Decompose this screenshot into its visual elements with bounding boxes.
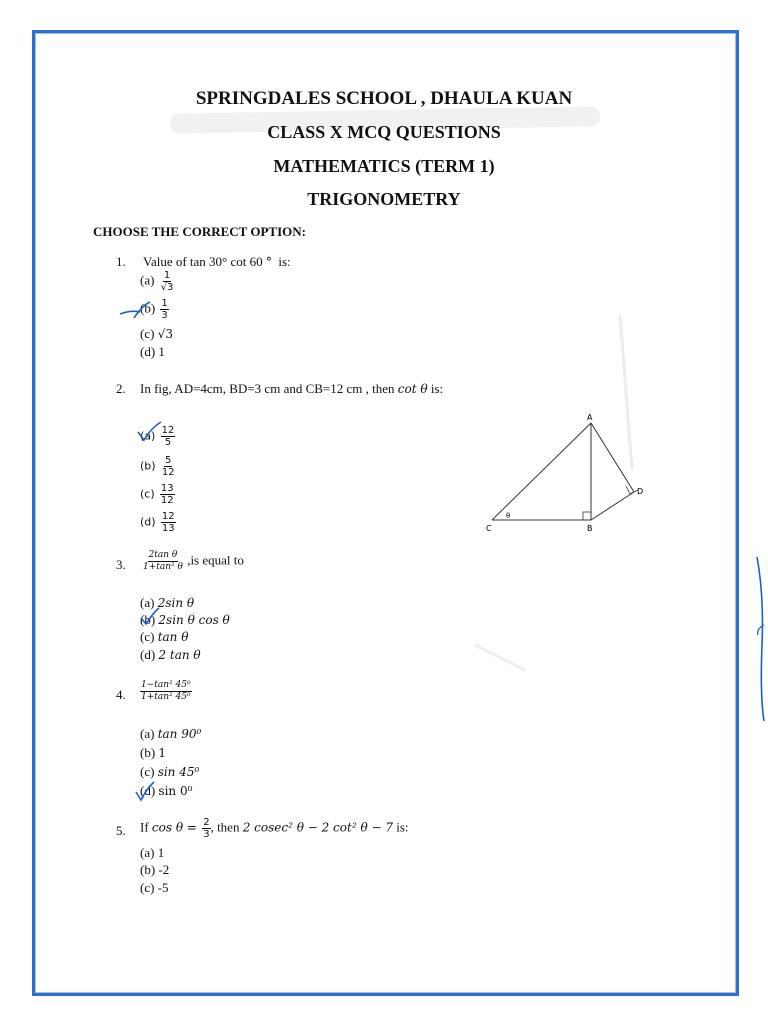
option-label: (a): [140, 726, 155, 741]
q1-stem: Value of tan 30° cot 60: [143, 254, 263, 269]
option-value: sin 45⁰: [157, 765, 200, 779]
option-label: (b): [140, 745, 156, 760]
q5-suffix: is:: [396, 819, 409, 835]
option-label: (d): [140, 344, 156, 359]
pen-tick-icon: [138, 606, 162, 628]
denominator: 13: [161, 523, 175, 534]
numerator: 2: [203, 817, 210, 828]
option-label: (d): [140, 783, 156, 798]
q4-number: 4.: [116, 687, 126, 702]
q4-text: [138, 680, 192, 703]
q2-stem: In fig, AD=4cm, BD=3 cm and CB=12 cm , then: [140, 381, 395, 396]
q1-a-fraction: [160, 270, 175, 293]
q5-number: 5.: [116, 823, 126, 838]
numerator: 12: [161, 425, 175, 436]
denominator: 12: [161, 467, 175, 478]
option-value: tan 90⁰: [157, 727, 202, 741]
q1-b-fraction: [160, 298, 168, 321]
pen-tick-icon: [135, 420, 165, 444]
option-value: 2sin θ: [157, 596, 195, 610]
denominator: 12: [160, 495, 174, 506]
denominator: 1+tan² θ: [143, 562, 183, 572]
q5-expr: 2 cosec² θ − 2 cot² θ − 7: [242, 820, 393, 835]
q4-option-a[interactable]: [140, 726, 201, 742]
q5-fraction: [202, 817, 210, 840]
instruction: CHOOSE THE CORRECT OPTION:: [93, 224, 306, 239]
q2-suffix: is:: [430, 381, 444, 396]
label-c: C: [486, 524, 492, 533]
option-value: 1: [158, 746, 167, 760]
option-value: tan θ: [157, 630, 189, 644]
q3-number: 3.: [116, 557, 126, 572]
option-value: 1: [158, 344, 165, 359]
q4-option-c[interactable]: [140, 764, 199, 780]
option-label: (c): [140, 326, 155, 341]
denominator: 3: [161, 310, 168, 321]
q4-option-b[interactable]: [140, 745, 166, 761]
option-label: (a): [140, 429, 156, 443]
option-label: (c): [140, 764, 155, 779]
q5-prefix: If: [140, 819, 149, 835]
q5-option-b[interactable]: [140, 862, 169, 878]
denominator: 5: [164, 437, 172, 448]
q2-option-d[interactable]: [140, 511, 176, 534]
q2-option-b[interactable]: [140, 455, 176, 478]
option-label: (b): [140, 612, 156, 627]
option-value: 2sin θ cos θ: [158, 613, 230, 627]
q3-fraction: [142, 550, 184, 573]
label-b: B: [587, 524, 593, 533]
q5-middle: , then: [210, 819, 240, 835]
school-title: SPRINGDALES SCHOOL , DHAULA KUAN: [195, 88, 573, 109]
q1-option-a[interactable]: [140, 270, 174, 293]
q1-option-d[interactable]: [140, 344, 165, 360]
option-label: (d): [140, 515, 156, 529]
q3-option-c[interactable]: [140, 629, 188, 645]
q1-text: [143, 254, 291, 270]
q5-text: [140, 817, 409, 840]
label-a: A: [587, 413, 593, 422]
option-value: -2: [158, 862, 170, 877]
option-label: (b): [140, 300, 156, 316]
option-label: (c): [140, 880, 155, 895]
q1-degree: °: [265, 255, 272, 269]
denominator: 1+tan² 45⁰: [141, 692, 191, 702]
option-label: (a): [140, 595, 155, 610]
q5-option-a[interactable]: [140, 845, 164, 861]
numerator: 12: [161, 511, 175, 522]
q2-c-fraction: [160, 483, 175, 506]
q2-text: [140, 381, 443, 397]
option-label: (a): [140, 845, 155, 860]
numerator: 1: [161, 298, 168, 309]
option-label: (a): [140, 272, 155, 288]
q4-fraction: [140, 680, 192, 703]
option-value: 2 tan θ: [158, 648, 201, 662]
option-value: -5: [157, 880, 169, 895]
faint-scan-line-icon: [470, 310, 650, 680]
option-value: 1: [157, 845, 165, 860]
label-theta: θ: [506, 512, 511, 520]
pen-margin-mark-icon: [752, 555, 768, 725]
subject-line: MATHEMATICS (TERM 1): [273, 156, 495, 176]
q1-suffix: is:: [278, 254, 291, 269]
option-label: (c): [140, 629, 155, 644]
q1-number: 1.: [116, 254, 126, 269]
denominator: √3: [160, 282, 174, 293]
option-label: (b): [140, 862, 156, 877]
numerator: 5: [165, 455, 172, 466]
q2-number: 2.: [116, 381, 126, 396]
q1-option-c[interactable]: [140, 326, 173, 342]
option-label: (b): [140, 459, 156, 473]
denominator: 3: [203, 829, 210, 840]
q5-option-c[interactable]: [140, 880, 169, 896]
q3-suffix: ,is equal to: [187, 552, 244, 568]
numerator: 1: [163, 270, 171, 281]
numerator: 13: [160, 483, 174, 494]
q3-option-d[interactable]: [140, 647, 201, 663]
numerator: 1−tan² 45⁰: [141, 680, 191, 690]
numerator: 2tan θ: [148, 550, 178, 560]
q5-condition: cos θ =: [151, 820, 197, 835]
q2-expr: cot θ: [397, 382, 428, 396]
label-d: D: [637, 487, 644, 496]
topic-line: TRIGONOMETRY: [307, 189, 461, 209]
pen-tick-icon: [118, 300, 154, 322]
q2-d-fraction: [161, 511, 176, 534]
option-label: (c): [140, 487, 155, 501]
class-line: CLASS X MCQ QUESTIONS: [267, 122, 501, 142]
q2-b-fraction: [161, 455, 176, 478]
q2-option-c[interactable]: [140, 483, 175, 506]
q3-text: [140, 550, 244, 573]
option-value: √3: [157, 327, 173, 341]
option-value: sin 0⁰: [158, 784, 193, 798]
pen-tick-icon: [133, 780, 157, 804]
option-label: (d): [140, 647, 156, 662]
